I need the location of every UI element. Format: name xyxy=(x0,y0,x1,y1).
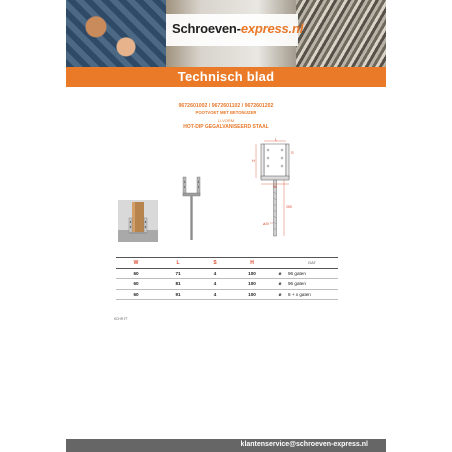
label-l: L xyxy=(275,138,278,142)
label-s: S xyxy=(291,150,294,155)
spec-table xyxy=(116,257,338,300)
screws-photo xyxy=(296,0,386,67)
table-row xyxy=(116,289,338,300)
cell-gat: 8 + x gaten xyxy=(286,289,338,300)
cell-h: 100 xyxy=(230,268,274,279)
dimension-drawing xyxy=(244,138,314,244)
article-numbers: 9672601002 / 9672601102 / 9672601202 xyxy=(178,103,274,109)
page-title: Technisch blad xyxy=(177,69,275,84)
installation-photo xyxy=(118,200,158,242)
header-h: H xyxy=(230,258,274,269)
label-diameter: ø20 xyxy=(263,222,270,226)
product-name: POOTVOET MET BETONIJZER xyxy=(195,110,257,115)
cell-l: 81 xyxy=(156,279,200,290)
brand-logo xyxy=(172,21,303,36)
footer-email[interactable]: klantenservice@schroeven-express.nl xyxy=(240,441,368,448)
header-blank xyxy=(274,258,286,269)
cell-l: 91 xyxy=(156,289,200,300)
cell-gat: 96 gaten xyxy=(286,268,338,279)
u-anchor-illustration xyxy=(178,175,206,243)
label-length: 250 xyxy=(286,205,292,209)
table-row xyxy=(116,268,338,279)
header-gat: GAT xyxy=(286,258,338,269)
cell-w: 60 xyxy=(116,279,156,290)
header-banner xyxy=(66,0,386,67)
cell-s: 4 xyxy=(200,279,230,290)
table-row xyxy=(116,279,338,290)
document-code: SCHR.FT xyxy=(114,317,128,321)
table-header-row xyxy=(116,258,338,269)
label-w: W xyxy=(273,184,277,189)
cell-dia: ø xyxy=(274,289,286,300)
installation-illustration xyxy=(118,200,158,242)
cell-w: 60 xyxy=(116,268,156,279)
header-w: W xyxy=(116,258,156,269)
cell-s: 4 xyxy=(200,289,230,300)
cell-dia: ø xyxy=(274,268,286,279)
label-h: H xyxy=(252,158,255,163)
product-finish: HOT-DIP GEGALVANISEERD STAAL xyxy=(183,124,269,130)
technical-sheet xyxy=(66,0,386,452)
product-photo xyxy=(178,175,206,248)
cell-h: 100 xyxy=(230,289,274,300)
cell-w: 60 xyxy=(116,289,156,300)
cell-h: 100 xyxy=(230,279,274,290)
header-s: S xyxy=(200,258,230,269)
technical-drawing xyxy=(244,138,314,249)
cell-s: 4 xyxy=(200,268,230,279)
cell-dia: ø xyxy=(274,279,286,290)
logo-main: Schroeven- xyxy=(172,21,241,36)
cell-l: 71 xyxy=(156,268,200,279)
header-l: L xyxy=(156,258,200,269)
cell-gat: 96 gaten xyxy=(286,279,338,290)
logo-accent: express.nl xyxy=(240,21,304,36)
tools-photo xyxy=(66,0,166,67)
product-shape: U-VORM xyxy=(217,118,235,123)
